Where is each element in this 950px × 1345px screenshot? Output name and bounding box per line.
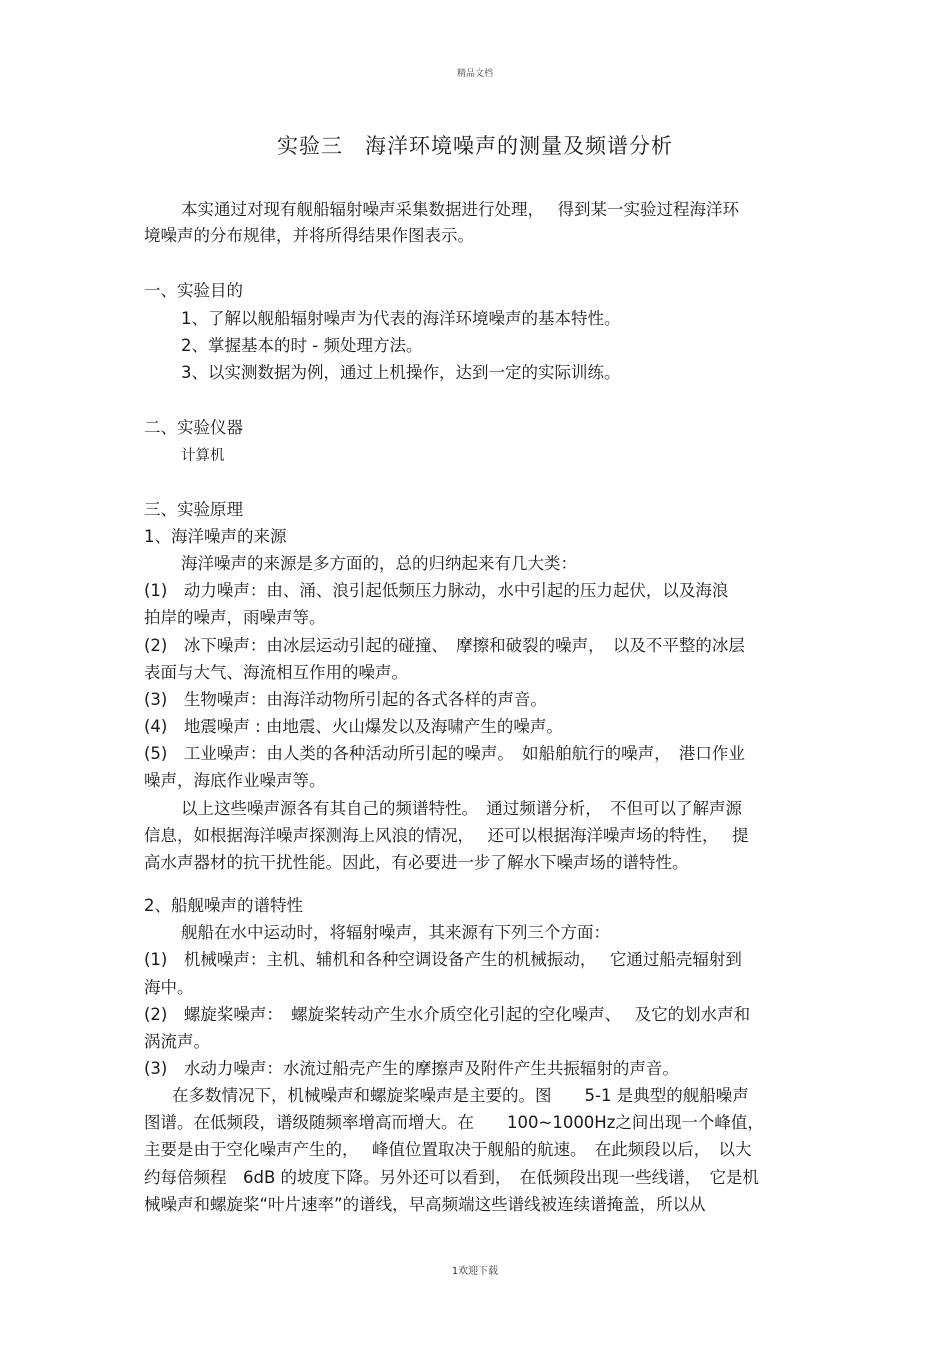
paragraph-line: 信息，如根据海洋噪声探测海上风浪的情况， 还可以根据海洋噪声场的特性， 提 [144,826,749,845]
subsection-heading: 2、船舰噪声的谱特性 [144,896,303,915]
paragraph-line: 主要是由于空化噪声产生的， 峰值位置取决于舰船的航速。 在此频段以后， 以大 [144,1140,752,1159]
page-header: 精品文档 [456,69,493,79]
paragraph-line: 海洋噪声的来源是多方面的，总的归纳起来有几大类： [181,554,577,573]
list-item: (3) 水动力噪声：水流过船壳产生的摩擦声及附件产生共振辐射的声音。 [144,1059,679,1078]
paragraph-line: 计算机 [181,448,225,464]
paragraph-line: 在多数情况下，机械噪声和螺旋桨噪声是主要的。图 5-1 是典型的舰船噪声 [172,1086,749,1105]
list-item: 1、了解以舰船辐射噪声为代表的海洋环境噪声的基本特性。 [181,309,621,328]
document-title: 实验三 海洋环境噪声的测量及频谱分析 [277,134,673,158]
paragraph-line: 以上这些噪声源各有其自己的频谱特性。 通过频谱分析， 不但可以了解声源 [181,799,742,818]
paragraph-line: 高水声器材的抗干扰性能。因此，有必要进一步了解水下噪声场的谱特性。 [144,853,689,872]
list-item: (2) 冰下噪声：由冰层运动引起的碰撞、 摩擦和破裂的噪声， 以及不平整的冰层 [144,636,745,655]
section-heading: 一、实验目的 [144,281,243,300]
subsection-heading: 1、海洋噪声的来源 [144,527,287,546]
paragraph-line: 舰船在水中运动时，将辐射噪声，其来源有下列三个方面： [181,923,610,942]
paragraph-line: 图谱。在低频段，谱级随频率增高而增大。在 100~1000Hz之间出现一个峰值， [144,1113,764,1132]
section-heading: 二、实验仪器 [144,418,243,437]
paragraph-line: 表面与大气、海流相互作用的噪声。 [144,663,408,682]
list-item: 3、以实测数据为例，通过上机操作，达到一定的实际训练。 [181,363,621,382]
list-item: (4) 地震噪声 : 由地震、火山爆发以及海啸产生的噪声。 [144,717,563,736]
list-item: 2、掌握基本的时 - 频处理方法。 [181,336,423,355]
list-item: (1) 机械噪声：主机、辅机和各种空调设备产生的机械振动， 它通过船壳辐射到 [144,950,742,969]
list-item: (2) 螺旋桨噪声： 螺旋桨转动产生水介质空化引起的空化噪声、 及它的划水声和 [144,1005,751,1024]
list-item: (1) 动力噪声：由、涌、浪引起低频压力脉动，水中引起的压力起伏，以及海浪 [144,581,729,600]
paragraph-line: 海中。 [144,978,194,997]
paragraph-line: 械噪声和螺旋桨“叶片速率”的谱线，早高频端这些谱线被连续谱掩盖，所以从 [144,1195,706,1214]
paragraph-line: 拍岸的噪声，雨噪声等。 [144,608,326,627]
section-heading: 三、实验原理 [144,500,243,519]
page-footer: 1欢迎下载 [451,1266,499,1277]
paragraph-line: 约每倍频程 6dB 的坡度下降。另外还可以看到， 在低频段出现一些线谱， 它是机 [144,1168,760,1187]
paragraph-line: 境噪声的分布规律，并将所得结果作图表示。 [144,226,474,245]
list-item: (3) 生物噪声：由海洋动物所引起的各式各样的声音。 [144,690,547,709]
paragraph-line: 噪声，海底作业噪声等。 [144,771,326,790]
paragraph-line: 涡流声。 [144,1032,210,1051]
paragraph-line: 本实通过对现有舰船辐射噪声采集数据进行处理， 得到某一实验过程海洋环 [181,200,739,219]
list-item: (5) 工业噪声：由人类的各种活动所引起的噪声。 如船舶航行的噪声， 港口作业 [144,744,745,763]
